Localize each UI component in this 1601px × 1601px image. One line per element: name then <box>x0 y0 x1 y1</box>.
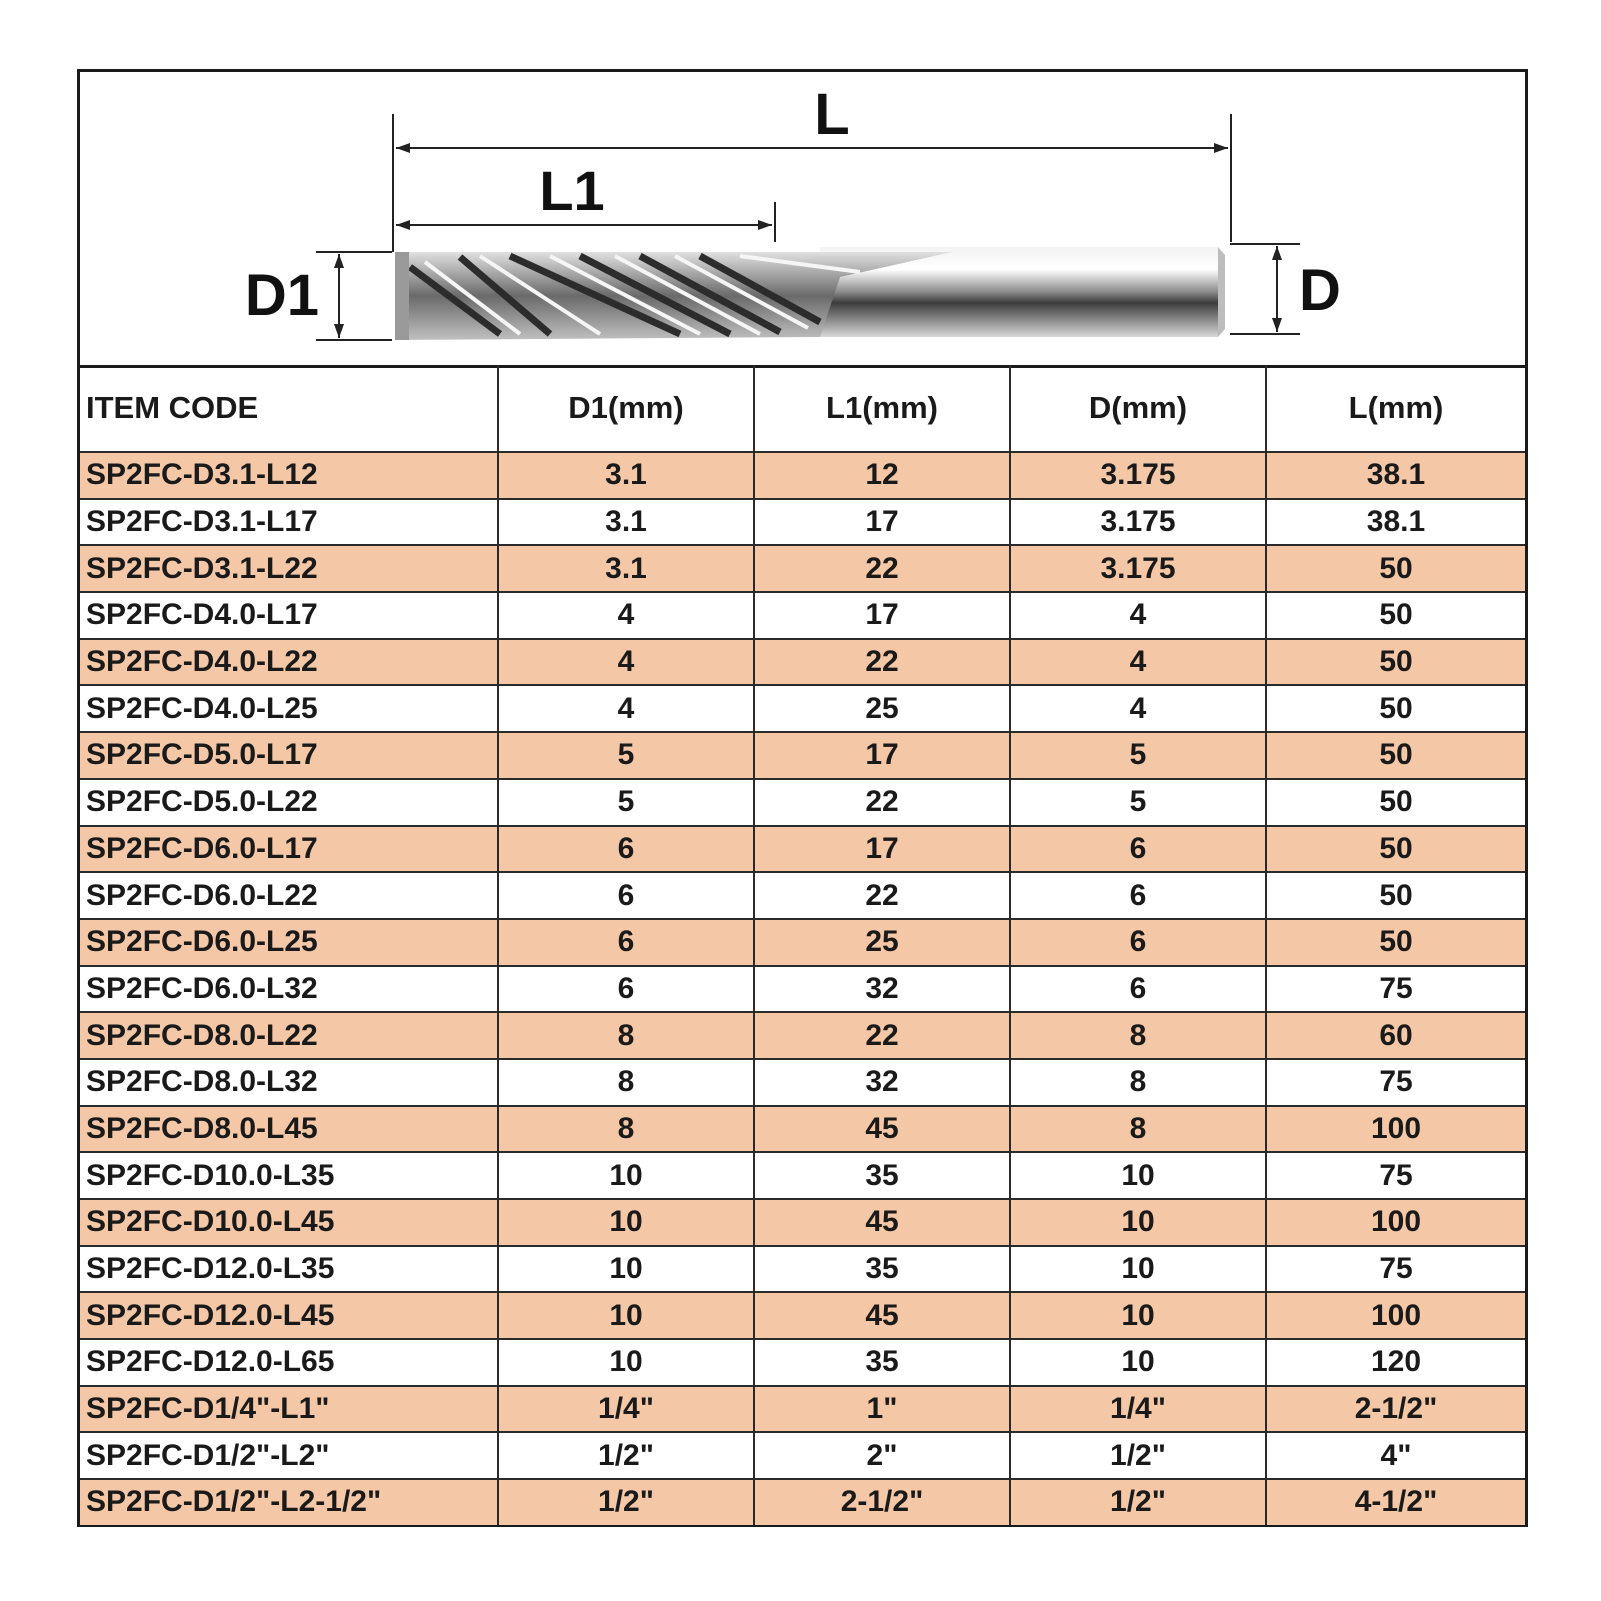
d-cell: 10 <box>1010 1199 1266 1246</box>
spec-table <box>80 365 1525 1525</box>
d1-cell: 3.1 <box>498 499 754 546</box>
header-l1: L1(mm) <box>754 365 1010 452</box>
l-cell: 100 <box>1266 1106 1525 1153</box>
l1-cell: 45 <box>754 1106 1010 1153</box>
d1-cell: 10 <box>498 1246 754 1293</box>
item-code-cell: SP2FC-D12.0-L65 <box>80 1339 498 1386</box>
d1-cell: 4 <box>498 639 754 686</box>
l1-cell: 25 <box>754 685 1010 732</box>
item-code-cell: SP2FC-D10.0-L35 <box>80 1152 498 1199</box>
d1-cell: 6 <box>498 826 754 873</box>
item-code-cell: SP2FC-D3.1-L17 <box>80 499 498 546</box>
d-cell: 3.175 <box>1010 452 1266 499</box>
l-label: L <box>814 82 850 147</box>
table-row <box>80 779 1525 826</box>
item-code-cell: SP2FC-D1/2"-L2" <box>80 1432 498 1479</box>
table-row <box>80 545 1525 592</box>
table-row <box>80 826 1525 873</box>
l-cell: 50 <box>1266 826 1525 873</box>
item-code-cell: SP2FC-D8.0-L45 <box>80 1106 498 1153</box>
d-cell: 5 <box>1010 779 1266 826</box>
table-row <box>80 1059 1525 1106</box>
l1-cell: 22 <box>754 639 1010 686</box>
item-code-cell: SP2FC-D4.0-L17 <box>80 592 498 639</box>
l1-cell: 2" <box>754 1432 1010 1479</box>
table-row <box>80 732 1525 779</box>
d1-cell: 4 <box>498 685 754 732</box>
l-cell: 50 <box>1266 545 1525 592</box>
d-cell: 8 <box>1010 1012 1266 1059</box>
item-code-cell: SP2FC-D8.0-L32 <box>80 1059 498 1106</box>
d1-cell: 8 <box>498 1012 754 1059</box>
d1-cell: 10 <box>498 1292 754 1339</box>
l1-cell: 45 <box>754 1292 1010 1339</box>
l-arrow-left <box>396 143 410 153</box>
header-d: D(mm) <box>1010 365 1266 452</box>
l-arrow-right <box>1214 143 1228 153</box>
table-row <box>80 872 1525 919</box>
item-code-cell: SP2FC-D5.0-L17 <box>80 732 498 779</box>
dimension-drawing <box>80 72 1525 365</box>
l-cell: 75 <box>1266 966 1525 1013</box>
l-cell: 120 <box>1266 1339 1525 1386</box>
shank-chamfer <box>1218 247 1225 337</box>
item-code-cell: SP2FC-D6.0-L32 <box>80 966 498 1013</box>
l-cell: 50 <box>1266 779 1525 826</box>
l1-cell: 35 <box>754 1152 1010 1199</box>
l1-label: L1 <box>539 159 605 222</box>
l-cell: 75 <box>1266 1246 1525 1293</box>
table-row <box>80 1292 1525 1339</box>
table-row <box>80 639 1525 686</box>
d-cell: 4 <box>1010 639 1266 686</box>
l-cell: 2-1/2" <box>1266 1386 1525 1433</box>
table-row <box>80 1246 1525 1293</box>
table-row <box>80 1386 1525 1433</box>
d-cell: 1/4" <box>1010 1386 1266 1433</box>
l1-arrow-left <box>396 220 410 230</box>
l-cell: 75 <box>1266 1152 1525 1199</box>
d1-cell: 10 <box>498 1199 754 1246</box>
l-cell: 50 <box>1266 685 1525 732</box>
l1-cell: 17 <box>754 499 1010 546</box>
d1-cell: 6 <box>498 872 754 919</box>
d-arrow-bottom <box>1272 318 1282 332</box>
d-cell: 6 <box>1010 919 1266 966</box>
item-code-cell: SP2FC-D1/4"-L1" <box>80 1386 498 1433</box>
table-row <box>80 1339 1525 1386</box>
l-cell: 60 <box>1266 1012 1525 1059</box>
d1-label: D1 <box>244 263 320 328</box>
l1-arrow-right <box>758 220 772 230</box>
l1-cell: 25 <box>754 919 1010 966</box>
d-cell: 6 <box>1010 826 1266 873</box>
header-item-code: ITEM CODE <box>80 365 498 452</box>
l-cell: 100 <box>1266 1292 1525 1339</box>
item-code-cell: SP2FC-D3.1-L12 <box>80 452 498 499</box>
d-cell: 10 <box>1010 1339 1266 1386</box>
l-cell: 4-1/2" <box>1266 1479 1525 1525</box>
table-row <box>80 499 1525 546</box>
item-code-cell: SP2FC-D4.0-L22 <box>80 639 498 686</box>
table-row <box>80 685 1525 732</box>
item-code-cell: SP2FC-D3.1-L22 <box>80 545 498 592</box>
d-cell: 10 <box>1010 1246 1266 1293</box>
l1-cell: 17 <box>754 732 1010 779</box>
item-code-cell: SP2FC-D6.0-L17 <box>80 826 498 873</box>
l1-cell: 32 <box>754 1059 1010 1106</box>
d-cell: 8 <box>1010 1059 1266 1106</box>
d-cell: 1/2" <box>1010 1432 1266 1479</box>
l-cell: 38.1 <box>1266 499 1525 546</box>
l1-cell: 22 <box>754 1012 1010 1059</box>
d1-cell: 3.1 <box>498 452 754 499</box>
d1-cell: 1/2" <box>498 1479 754 1525</box>
l1-cell: 22 <box>754 872 1010 919</box>
l-cell: 4" <box>1266 1432 1525 1479</box>
item-code-cell: SP2FC-D12.0-L45 <box>80 1292 498 1339</box>
item-code-cell: SP2FC-D4.0-L25 <box>80 685 498 732</box>
d-cell: 5 <box>1010 732 1266 779</box>
l1-cell: 22 <box>754 545 1010 592</box>
tip-face <box>395 252 409 340</box>
table-row <box>80 1432 1525 1479</box>
d1-cell: 1/4" <box>498 1386 754 1433</box>
d-cell: 4 <box>1010 685 1266 732</box>
d1-cell: 3.1 <box>498 545 754 592</box>
item-code-cell: SP2FC-D8.0-L22 <box>80 1012 498 1059</box>
d1-arrow-bottom <box>334 324 344 338</box>
item-code-cell: SP2FC-D6.0-L22 <box>80 872 498 919</box>
l-cell: 100 <box>1266 1199 1525 1246</box>
d-cell: 10 <box>1010 1152 1266 1199</box>
header-d1: D1(mm) <box>498 365 754 452</box>
d1-cell: 8 <box>498 1059 754 1106</box>
d-cell: 10 <box>1010 1292 1266 1339</box>
table-row <box>80 1106 1525 1153</box>
table-row <box>80 919 1525 966</box>
l-cell: 50 <box>1266 639 1525 686</box>
d1-cell: 10 <box>498 1152 754 1199</box>
l1-cell: 2-1/2" <box>754 1479 1010 1525</box>
d1-cell: 6 <box>498 919 754 966</box>
l1-cell: 32 <box>754 966 1010 1013</box>
l1-cell: 12 <box>754 452 1010 499</box>
item-code-cell: SP2FC-D1/2"-L2-1/2" <box>80 1479 498 1525</box>
table-body <box>80 452 1525 1525</box>
d-cell: 8 <box>1010 1106 1266 1153</box>
d-arrow-top <box>1272 246 1282 260</box>
d1-cell: 5 <box>498 732 754 779</box>
l-cell: 50 <box>1266 732 1525 779</box>
d-cell: 3.175 <box>1010 499 1266 546</box>
l1-cell: 35 <box>754 1246 1010 1293</box>
l1-cell: 1" <box>754 1386 1010 1433</box>
end-mill-diagram <box>80 72 1525 368</box>
l1-cell: 17 <box>754 826 1010 873</box>
d-cell: 4 <box>1010 592 1266 639</box>
item-code-cell: SP2FC-D12.0-L35 <box>80 1246 498 1293</box>
item-code-cell: SP2FC-D5.0-L22 <box>80 779 498 826</box>
d1-cell: 4 <box>498 592 754 639</box>
item-code-cell: SP2FC-D10.0-L45 <box>80 1199 498 1246</box>
d1-cell: 6 <box>498 966 754 1013</box>
header-l: L(mm) <box>1266 365 1525 452</box>
l1-cell: 22 <box>754 779 1010 826</box>
d1-cell: 8 <box>498 1106 754 1153</box>
d1-cell: 1/2" <box>498 1432 754 1479</box>
l-cell: 50 <box>1266 592 1525 639</box>
d-cell: 1/2" <box>1010 1479 1266 1525</box>
table-row <box>80 1012 1525 1059</box>
l-cell: 75 <box>1266 1059 1525 1106</box>
l-cell: 50 <box>1266 872 1525 919</box>
d1-arrow-top <box>334 254 344 268</box>
l1-cell: 45 <box>754 1199 1010 1246</box>
d1-cell: 5 <box>498 779 754 826</box>
d1-cell: 10 <box>498 1339 754 1386</box>
d-label: D <box>1299 258 1341 323</box>
l-cell: 50 <box>1266 919 1525 966</box>
item-code-cell: SP2FC-D6.0-L25 <box>80 919 498 966</box>
table-row <box>80 1199 1525 1246</box>
d-cell: 3.175 <box>1010 545 1266 592</box>
d-cell: 6 <box>1010 872 1266 919</box>
l1-cell: 17 <box>754 592 1010 639</box>
table-row <box>80 1479 1525 1525</box>
l-cell: 38.1 <box>1266 452 1525 499</box>
spec-sheet <box>77 69 1528 1527</box>
table-row <box>80 966 1525 1013</box>
d-cell: 6 <box>1010 966 1266 1013</box>
l1-cell: 35 <box>754 1339 1010 1386</box>
end-mill-icon <box>395 247 1225 340</box>
table-row <box>80 452 1525 499</box>
header-row <box>80 365 1525 452</box>
table-row <box>80 592 1525 639</box>
table-row <box>80 1152 1525 1199</box>
